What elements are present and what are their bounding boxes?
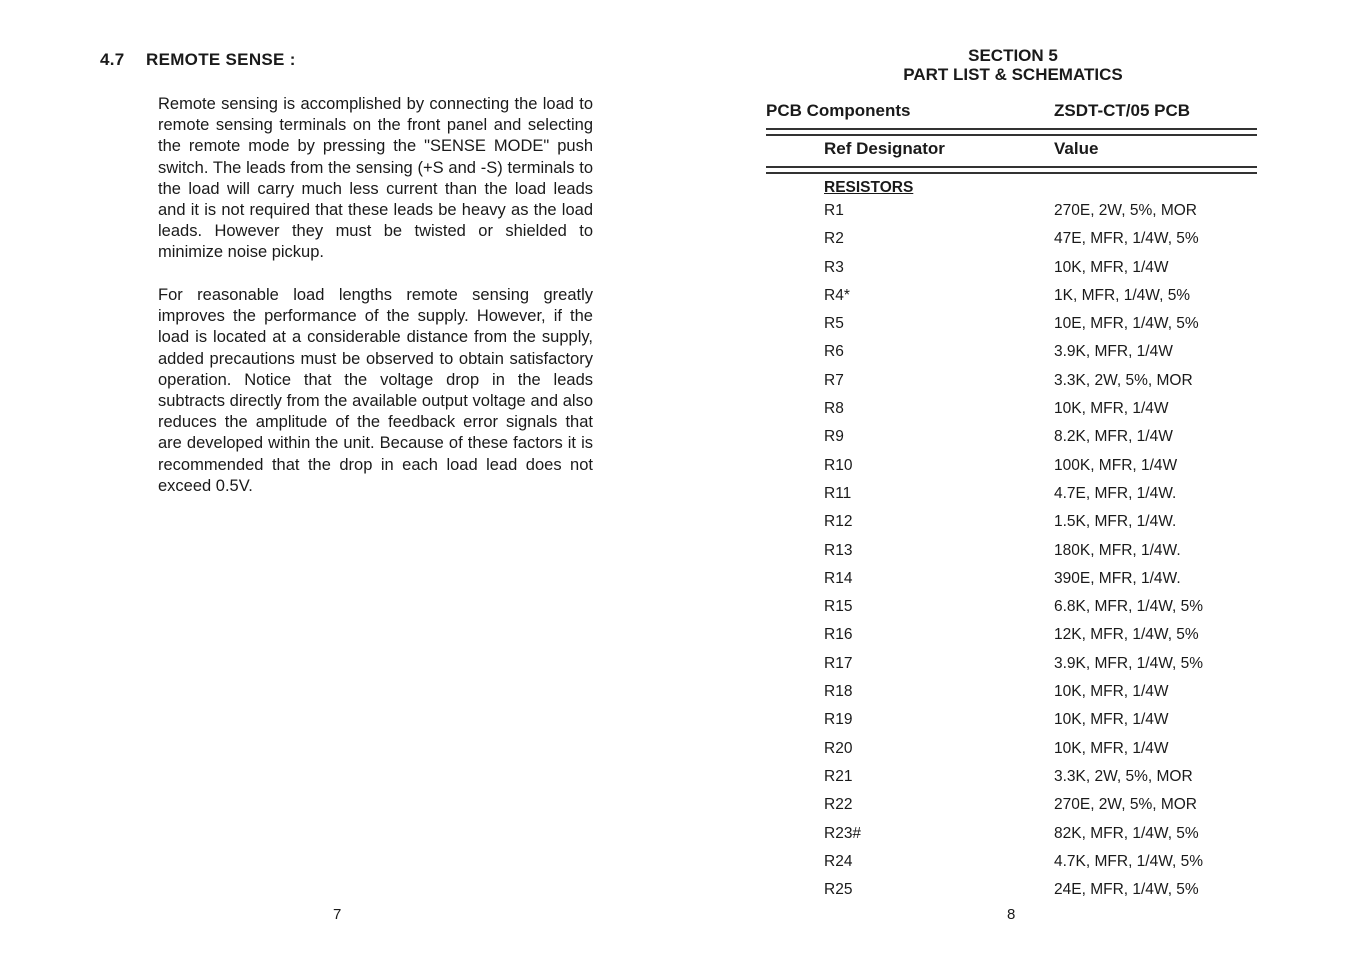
table-row xyxy=(675,259,1351,287)
part-value: 1K, MFR, 1/4W, 5% xyxy=(1054,286,1191,304)
table-row xyxy=(675,768,1351,796)
table-row xyxy=(675,400,1351,428)
table-row xyxy=(675,711,1351,739)
ref-designator: R19 xyxy=(824,711,853,729)
table-row xyxy=(675,796,1351,824)
part-value: 4.7K, MFR, 1/4W, 5% xyxy=(1054,852,1204,870)
section-name-line: PART LIST & SCHEMATICS xyxy=(903,65,1123,84)
ref-designator: R22 xyxy=(824,796,853,814)
ref-designator: R23# xyxy=(824,824,862,842)
part-value: 6.8K, MFR, 1/4W, 5% xyxy=(1054,598,1204,616)
part-value: 47E, MFR, 1/4W, 5% xyxy=(1054,230,1199,248)
table-row xyxy=(675,626,1351,654)
ref-designator: R9 xyxy=(824,428,844,446)
ref-designator: R4* xyxy=(824,286,850,304)
column-header-value: Value xyxy=(1054,139,1099,158)
part-value: 270E, 2W, 5%, MOR xyxy=(1054,796,1197,814)
section-title: REMOTE SENSE : xyxy=(146,50,296,69)
table-row xyxy=(675,598,1351,626)
section-number: 4.7 xyxy=(100,50,125,69)
part-value: 10K, MFR, 1/4W xyxy=(1054,400,1169,418)
ref-designator: R14 xyxy=(824,569,853,587)
ref-designator: R3 xyxy=(824,258,844,276)
ref-designator: R25 xyxy=(824,881,853,899)
ref-designator: R13 xyxy=(824,541,853,559)
section-heading xyxy=(100,50,296,70)
part-value: 390E, MFR, 1/4W. xyxy=(1054,569,1181,587)
table-row xyxy=(675,428,1351,456)
part-value: 3.9K, MFR, 1/4W xyxy=(1054,343,1173,361)
page-number: 8 xyxy=(1007,906,1016,923)
ref-designator: R6 xyxy=(824,343,844,361)
table-row xyxy=(675,485,1351,513)
part-value: 10E, MFR, 1/4W, 5% xyxy=(1054,315,1199,333)
part-value: 10K, MFR, 1/4W xyxy=(1054,258,1169,276)
part-value: 10K, MFR, 1/4W xyxy=(1054,683,1169,701)
group-title-resistors: RESISTORS xyxy=(824,179,914,196)
part-value: 4.7E, MFR, 1/4W. xyxy=(1054,484,1177,502)
ref-designator: R5 xyxy=(824,315,844,333)
right-page xyxy=(675,0,1351,954)
part-value: 3.3K, 2W, 5%, MOR xyxy=(1054,767,1193,785)
table-row xyxy=(675,655,1351,683)
pcb-components-label: PCB Components xyxy=(766,101,911,120)
ref-designator: R21 xyxy=(824,767,853,785)
left-page xyxy=(0,0,675,954)
table-row xyxy=(675,457,1351,485)
part-value: 3.9K, MFR, 1/4W, 5% xyxy=(1054,654,1204,672)
table-row xyxy=(675,230,1351,258)
ref-designator: R12 xyxy=(824,513,853,531)
table-row xyxy=(675,287,1351,315)
double-rule-top xyxy=(766,128,1257,136)
table-row xyxy=(675,683,1351,711)
part-value: 100K, MFR, 1/4W xyxy=(1054,456,1178,474)
ref-designator: R17 xyxy=(824,654,853,672)
part-value: 10K, MFR, 1/4W xyxy=(1054,711,1169,729)
pcb-name: ZSDT-CT/05 PCB xyxy=(1054,101,1191,120)
part-value: 270E, 2W, 5%, MOR xyxy=(1054,202,1197,219)
part-value: 3.3K, 2W, 5%, MOR xyxy=(1054,371,1193,389)
ref-designator: R24 xyxy=(824,852,853,870)
ref-designator: R10 xyxy=(824,456,853,474)
section-title-block xyxy=(675,46,1351,84)
ref-designator: R20 xyxy=(824,739,853,757)
ref-designator: R11 xyxy=(824,484,852,502)
table-row xyxy=(675,825,1351,853)
part-value: 1.5K, MFR, 1/4W. xyxy=(1054,513,1177,531)
part-value: 82K, MFR, 1/4W, 5% xyxy=(1054,824,1199,842)
part-value: 10K, MFR, 1/4W xyxy=(1054,739,1169,757)
double-rule-bottom xyxy=(766,166,1257,174)
column-header-ref: Ref Designator xyxy=(824,139,945,158)
ref-designator: R8 xyxy=(824,400,844,418)
table-row xyxy=(675,372,1351,400)
table-row xyxy=(675,513,1351,541)
table-row xyxy=(675,853,1351,881)
part-value: 180K, MFR, 1/4W. xyxy=(1054,541,1181,559)
table-row xyxy=(675,315,1351,343)
table-row xyxy=(675,202,1351,230)
ref-designator: R7 xyxy=(824,371,844,389)
page-number: 7 xyxy=(333,906,342,923)
table-row xyxy=(675,570,1351,598)
table-row xyxy=(675,740,1351,768)
table-row xyxy=(675,343,1351,371)
ref-designator: R16 xyxy=(824,626,853,644)
part-value: 8.2K, MFR, 1/4W xyxy=(1054,428,1173,446)
paragraph-load-lengths: For reasonable load lengths remote sensing greatly improves the performance of the supply. However, if the load is located at a considerable distance from the supply, added precautions must be observed to obtain satisfactory operation. Notice that the voltage drop in the leads subtracts directly from the available output voltage and also reduces the amplitude of the feedback error signals that are developed within the unit. Because of these factors it is recommended that the drop in each load lead does not exceed 0.5V. xyxy=(158,286,593,495)
ref-designator: R2 xyxy=(824,230,844,248)
parts-list xyxy=(675,202,1351,909)
part-value: 12K, MFR, 1/4W, 5% xyxy=(1054,626,1199,644)
part-value: 24E, MFR, 1/4W, 5% xyxy=(1054,881,1199,899)
ref-designator: R15 xyxy=(824,598,853,616)
table-row xyxy=(675,542,1351,570)
ref-designator: R18 xyxy=(824,683,853,701)
paragraph-remote-sensing: Remote sensing is accomplished by connecting the load to remote sensing terminals on the front panel and selecting the remote mode by pressing the "SENSE MODE" push switch. The leads from the sensing (+S and -S) terminals to the load will carry much less current than the load leads and it is not required that these leads be heavy as the load leads. However they must be twisted or shielded to minimize noise pickup. xyxy=(158,95,593,262)
ref-designator: R1 xyxy=(824,202,844,219)
section-number-line: SECTION 5 xyxy=(968,46,1058,65)
